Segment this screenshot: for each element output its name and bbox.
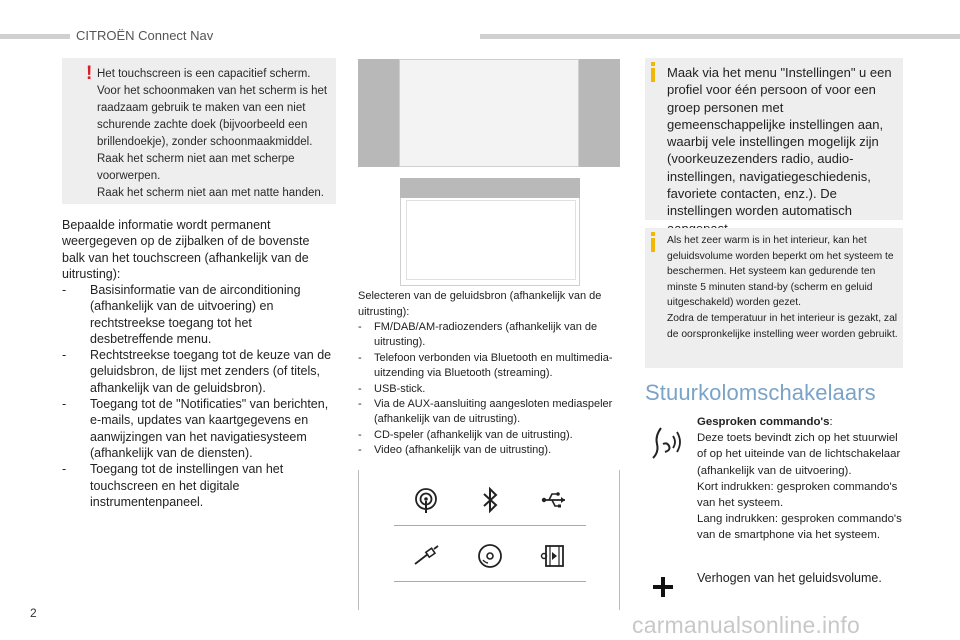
touchscreen-display-area <box>399 59 579 167</box>
watermark: carmanualsonline.info <box>632 612 860 638</box>
info-icon-dot <box>651 232 655 236</box>
warning-line: Raak het scherm niet aan met scherpe voorwerpen. <box>97 153 295 182</box>
voice-command-line: Deze toets bevindt zich op het stuurwiel of op het uiteinde van de lichtschakelaar (afhankelijk van de uitvoering). <box>697 432 901 477</box>
list-item: - Video (afhankelijk van de uitrusting). <box>358 443 622 458</box>
voice-command-colon: : <box>829 416 833 428</box>
voice-command-description <box>697 414 907 544</box>
voice-command-label: Gesproken commando's <box>697 416 830 428</box>
radio-icon <box>394 474 458 526</box>
bluetooth-icon <box>458 474 522 526</box>
source-screen-body <box>406 200 576 280</box>
page-header-title: CITROËN Connect Nav <box>76 28 214 43</box>
sidebar-info-list <box>62 282 338 510</box>
info-icon <box>651 238 655 252</box>
warning-text <box>97 66 333 202</box>
list-item: - Toegang tot de instellingen van het touchscreen en het digitale instrumentenpaneel. <box>62 461 338 510</box>
cd-icon <box>458 530 522 582</box>
video-icon <box>522 530 586 582</box>
temperature-info-text <box>667 233 901 342</box>
page-number: 2 <box>30 606 37 620</box>
profiles-info-text: Maak via het menu "Instellingen" u een profiel voor één persoon of voor een groep personen met gemeenschappelijke instellingen aan, waarbij vele instellingen mogelijk zijn (voorkeuzezenders radio, audio-instellingen, navigatiegeschiedenis, favoriete contacten, enz.). De instellingen worden automatisch <box>667 65 892 219</box>
voice-command-icon <box>647 422 687 462</box>
volume-up-plus-icon <box>652 576 674 598</box>
voice-command-line: Kort indrukken: gesproken commando's van het systeem. <box>697 480 898 510</box>
info-icon <box>651 68 655 82</box>
audio-source-intro: Selecteren van de geluidsbron (afhankelijk van de uitrusting): <box>358 290 602 318</box>
header-rule-right <box>480 34 960 39</box>
source-screen-header <box>400 178 580 198</box>
sidebar-info-intro: Bepaalde informatie wordt permanent weergegeven op de zijbalken of de bovenste balk van het touchscreen (afhankelijk van de uitrusting): <box>62 218 310 281</box>
temperature-info-line: Zodra de temperatuur in het interieur is gezakt, zal de oorspronkelijke instelling weer worden gebruikt. <box>667 312 898 340</box>
list-item: - Rechtstreekse toegang tot de keuze van de geluidsbron, de lijst met zenders (of titels, afhankelijk van de geluidsbron). <box>62 347 338 396</box>
list-item: - Via de AUX-aansluiting aangesloten mediaspeler (afhankelijk van de uitrusting). <box>358 397 622 428</box>
usb-icon <box>522 474 586 526</box>
voice-command-line: Lang indrukken: gesproken commando's van de smartphone via het systeem. <box>697 513 902 542</box>
aux-jack-icon <box>394 530 458 582</box>
list-item: - Basisinformatie van de airconditioning (afhankelijk van de uitvoering) en rechtstreekse toegang tot het desbetreffende menu. <box>62 282 338 347</box>
section-title: Stuurkolomschakelaars <box>645 380 876 405</box>
volume-up-description: Verhogen van het geluidsvolume. <box>697 571 882 585</box>
list-item: - Telefoon verbonden via Bluetooth en multimedia-uitzending via Bluetooth (streaming). <box>358 351 622 382</box>
list-item: - USB-stick. <box>358 382 622 397</box>
list-item: - CD-speler (afhankelijk van de uitrusting). <box>358 428 622 443</box>
temperature-info-line: Als het zeer warm is in het interieur, kan het geluidsvolume worden beperkt om het systeem te beschermen. Het systeem kan gedurende ten minste 5 minuten stand-by (scherm en geluid uitgeschakeld) worden gezet. <box>667 235 894 309</box>
list-item: - FM/DAB/AM-radiozenders (afhankelijk van de uitrusting). <box>358 320 622 351</box>
list-item: - Toegang tot de "Notificaties" van berichten, e-mails, updates van kaartgegevens en aanwijzingen van het navigatiesysteem (afhankelijk van de diensten). <box>62 396 338 461</box>
audio-source-list <box>358 320 622 459</box>
info-icon-dot <box>651 62 655 66</box>
warning-exclamation-icon: ! <box>86 63 93 84</box>
warning-line: Raak het scherm niet aan met natte handen. <box>97 187 324 199</box>
header-rule-left <box>0 34 70 39</box>
warning-line: Het touchscreen is een capacitief scherm. Voor het schoonmaken van het scherm is het raadzaam gebruik te maken van een niet schurende zachte doek (bijvoorbeeld een brillendoekje), zonder schoonmaakmiddel. <box>97 68 328 148</box>
